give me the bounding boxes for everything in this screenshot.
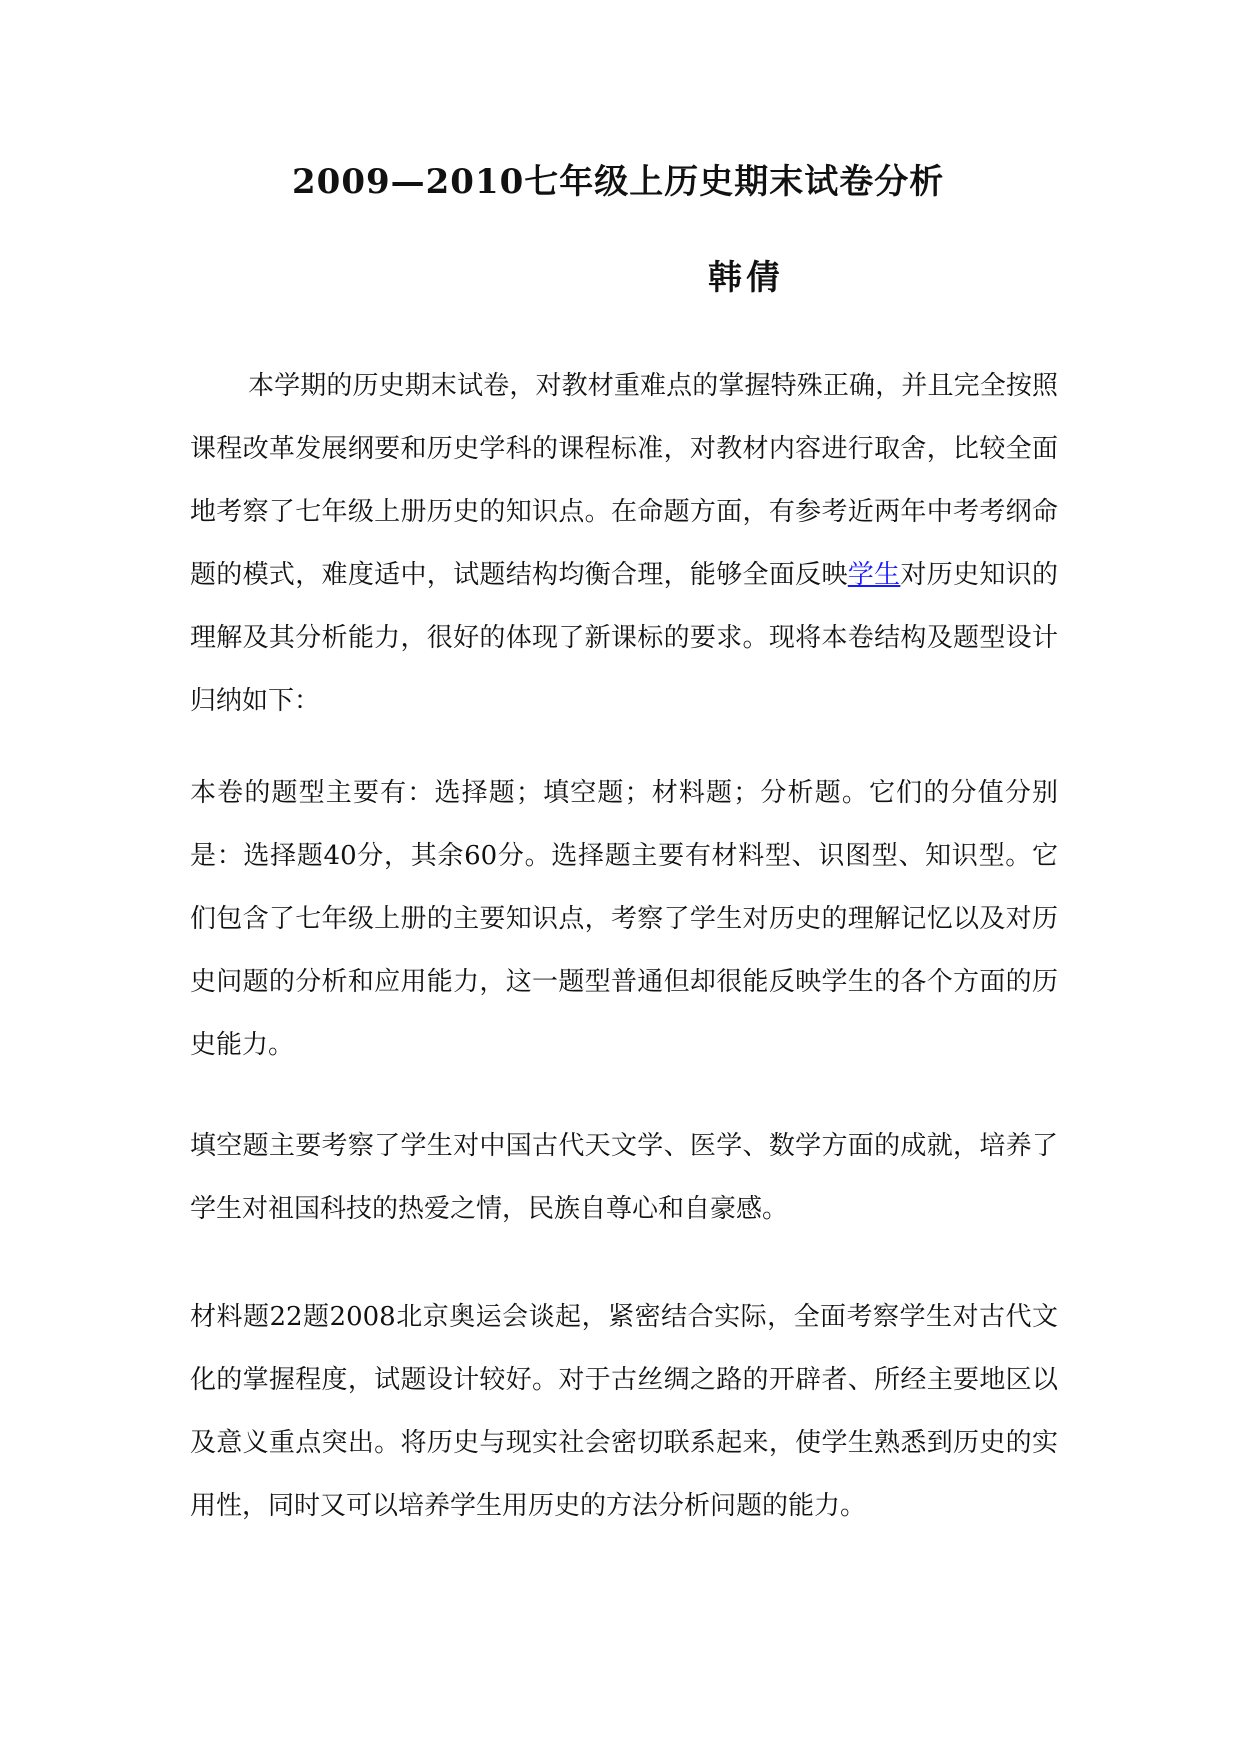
students-link[interactable]: 学生: [847, 560, 901, 590]
paragraph-question-types: 本卷的题型主要有：选择题；填空题；材料题；分析题。它们的分值分别是：选择题40分，其余60分。选择题主要有材料型、识图型、知识型。它们包含了七年级上册的主要知识点，考察了学生对历史的理解记忆以及对历史问题的分析和应用能力，这一题型普通但却很能反映学生的各个方面的历史能力。: [190, 778, 1058, 1060]
paragraph-intro: [190, 355, 1058, 733]
paragraph-intro-text-after-link: 对历史知识的理解及其分析能力，很好的体现了新课标的要求。现将本卷结构及题型设计归纳如下：: [190, 560, 1058, 716]
paragraph-intro-text-before-link: 本学期的历史期末试卷，对教材重难点的掌握特殊正确，并且完全按照课程改革发展纲要和历史学科的课程标准，对教材内容进行取舍，比较全面地考察了七年级上册历史的知识点。在命题方面，有参考近两年中考考纲命题的模式，难度适中，试题结构均衡合理，能够全面反映: [190, 371, 1058, 590]
paragraph-fill-in-blank: 填空题主要考察了学生对中国古代天文学、医学、数学方面的成就，培养了学生对祖国科技的热爱之情，民族自尊心和自豪感。: [190, 1131, 1058, 1224]
paragraph-material-question: 材料题22题2008北京奥运会谈起，紧密结合实际，全面考察学生对古代文化的掌握程度，试题设计较好。对于古丝绸之路的开辟者、所经主要地区以及意义重点突出。将历史与现实社会密切联系起来，使学生熟悉到历史的实用性，同时又可以培养学生用历史的方法分析问题的能力。: [190, 1302, 1058, 1521]
document-title: 2009—2010七年级上历史期末试卷分析: [292, 162, 945, 202]
author-name: 韩倩: [708, 258, 784, 298]
